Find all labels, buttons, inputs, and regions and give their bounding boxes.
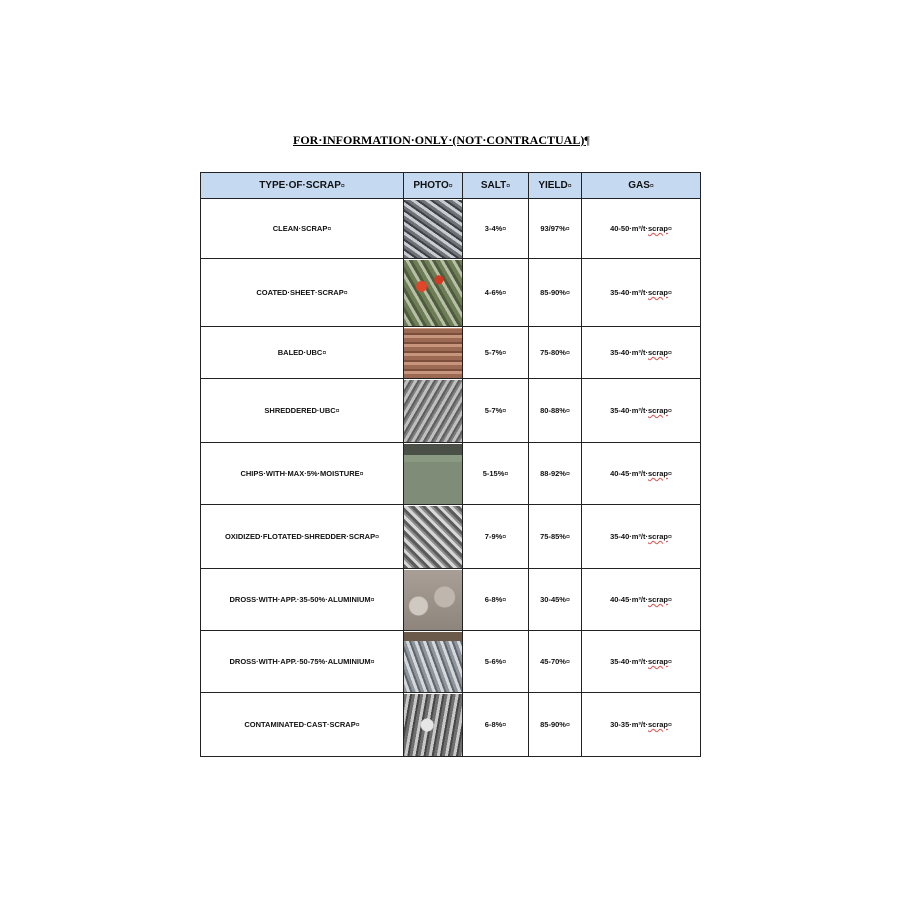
gas-cell: 35-40·m³/t·scrap¤ (582, 327, 701, 379)
gas-cell: 40-45·m³/t·scrap¤ (582, 569, 701, 631)
yield-cell: 45-70%¤ (529, 631, 582, 693)
gas-cell: 40-50·m³/t·scrap¤ (582, 199, 701, 259)
table-row (201, 259, 701, 327)
yield-cell: 30-45%¤ (529, 569, 582, 631)
table-header-row (201, 173, 701, 199)
dross-35-50-photo (404, 570, 462, 630)
gas-cell: 35-40·m³/t·scrap¤ (582, 379, 701, 443)
scrap-photo-cell (404, 631, 463, 693)
contaminated-cast-scrap-photo (404, 694, 462, 756)
salt-cell: 5-7%¤ (463, 379, 529, 443)
salt-cell: 6-8%¤ (463, 693, 529, 757)
shreddered-ubc-photo (404, 380, 462, 442)
scrap-photo-cell (404, 259, 463, 327)
scrap-photo-cell (404, 379, 463, 443)
document-title (293, 133, 590, 148)
oxidized-shredder-scrap-photo (404, 506, 462, 568)
table-row (201, 505, 701, 569)
scrap-photo-cell (404, 505, 463, 569)
scrap-photo-cell (404, 569, 463, 631)
gas-cell: 35-40·m³/t·scrap¤ (582, 505, 701, 569)
scrap-photo-cell (404, 199, 463, 259)
table-row (201, 379, 701, 443)
scrap-type-cell: BALED·UBC¤ (201, 327, 404, 379)
gas-cell: 40-45·m³/t·scrap¤ (582, 443, 701, 505)
scrap-photo-cell (404, 327, 463, 379)
header-type-of-scrap: TYPE·OF·SCRAP¤ (201, 173, 404, 199)
header-photo: PHOTO¤ (404, 173, 463, 199)
salt-cell: 6-8%¤ (463, 569, 529, 631)
table-row (201, 443, 701, 505)
scrap-type-cell: COATED·SHEET·SCRAP¤ (201, 259, 404, 327)
scrap-type-cell: CLEAN·SCRAP¤ (201, 199, 404, 259)
scrap-type-cell: OXIDIZED·FLOTATED·SHREDDER·SCRAP¤ (201, 505, 404, 569)
document-title-text: FOR·INFORMATION·ONLY·(NOT·CONTRACTUAL) (293, 133, 585, 147)
coated-sheet-scrap-photo (404, 260, 462, 326)
salt-cell: 4-6%¤ (463, 259, 529, 327)
baled-ubc-photo (404, 328, 462, 378)
header-yield: YIELD¤ (529, 173, 582, 199)
scrap-type-cell: CONTAMINATED·CAST·SCRAP¤ (201, 693, 404, 757)
clean-scrap-photo (404, 200, 462, 258)
yield-cell: 93/97%¤ (529, 199, 582, 259)
salt-cell: 5-15%¤ (463, 443, 529, 505)
scrap-photo-cell (404, 693, 463, 757)
yield-cell: 75-80%¤ (529, 327, 582, 379)
table-row (201, 693, 701, 757)
salt-cell: 7-9%¤ (463, 505, 529, 569)
scrap-table (200, 172, 701, 757)
salt-cell: 3-4%¤ (463, 199, 529, 259)
yield-cell: 75-85%¤ (529, 505, 582, 569)
table-row (201, 199, 701, 259)
yield-cell: 85-90%¤ (529, 259, 582, 327)
scrap-type-cell: DROSS·WITH·APP.·35-50%·ALUMINIUM¤ (201, 569, 404, 631)
scrap-type-cell: CHIPS·WITH·MAX·5%·MOISTURE¤ (201, 443, 404, 505)
scrap-type-cell: SHREDDERED·UBC¤ (201, 379, 404, 443)
gas-cell: 35-40·m³/t·scrap¤ (582, 631, 701, 693)
table-row (201, 631, 701, 693)
header-salt: SALT¤ (463, 173, 529, 199)
dross-50-75-photo (404, 632, 462, 692)
header-gas: GAS¤ (582, 173, 701, 199)
scrap-photo-cell (404, 443, 463, 505)
paragraph-mark: ¶ (584, 133, 590, 147)
chips-photo (404, 444, 462, 504)
scrap-type-cell: DROSS·WITH·APP.·50-75%·ALUMINIUM¤ (201, 631, 404, 693)
salt-cell: 5-6%¤ (463, 631, 529, 693)
gas-cell: 35-40·m³/t·scrap¤ (582, 259, 701, 327)
table-row (201, 569, 701, 631)
table-row (201, 327, 701, 379)
yield-cell: 80-88%¤ (529, 379, 582, 443)
gas-cell: 30-35·m³/t·scrap¤ (582, 693, 701, 757)
yield-cell: 88-92%¤ (529, 443, 582, 505)
yield-cell: 85-90%¤ (529, 693, 582, 757)
salt-cell: 5-7%¤ (463, 327, 529, 379)
